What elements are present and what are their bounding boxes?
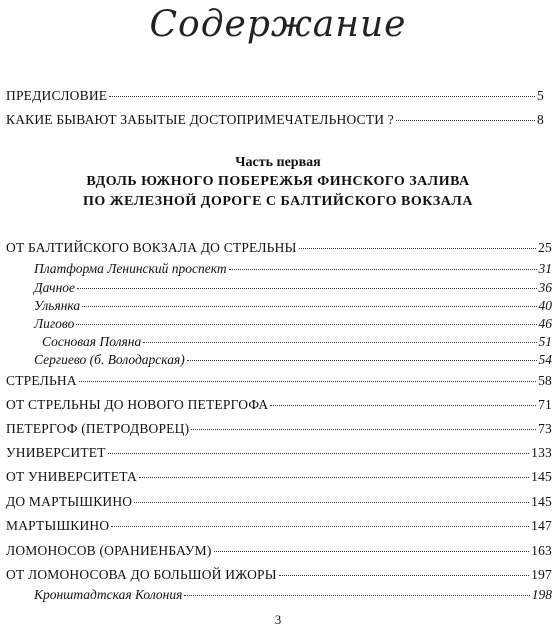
toc-entry-page: 147 <box>531 518 552 533</box>
toc-subentry[interactable] <box>34 261 552 277</box>
toc-entry-label: Сергиево (б. Володарская) <box>34 352 185 367</box>
toc-entry-label: ОТ УНИВЕРСИТЕТА <box>6 469 137 484</box>
toc-subentry[interactable] <box>42 334 552 350</box>
leader-dots <box>187 360 537 361</box>
leader-dots <box>108 453 529 454</box>
toc-entry-label: Лигово <box>34 316 75 331</box>
toc-entry-label: Платформа Ленинский проспект <box>34 261 227 276</box>
toc-subentry[interactable] <box>34 316 552 332</box>
part-title-line-1: ВДОЛЬ ЮЖНОГО ПОБЕРЕЖЬЯ ФИНСКОГО ЗАЛИВА <box>86 174 470 189</box>
toc-entry[interactable] <box>6 421 552 437</box>
toc-entry-label: УНИВЕРСИТЕТ <box>6 445 106 460</box>
toc-entry-label: ПРЕДИСЛОВИЕ <box>6 88 108 103</box>
toc-entry-forgotten-sights[interactable] <box>6 112 544 128</box>
leader-dots <box>279 575 529 576</box>
toc-entry-label: МАРТЫШКИНО <box>6 518 110 533</box>
toc-entry[interactable] <box>6 397 552 413</box>
toc-entry-page: 54 <box>538 352 552 367</box>
leader-dots <box>396 120 535 121</box>
page-title: Содержание <box>149 4 407 45</box>
leader-dots <box>79 381 536 382</box>
toc-entry-page: 73 <box>538 421 552 436</box>
toc-entry-label: КАКИЕ БЫВАЮТ ЗАБЫТЫЕ ДОСТОПРИМЕЧАТЕЛЬНОСТИ ? <box>6 112 394 127</box>
toc-entry-label: Сосновая Поляна <box>42 334 142 349</box>
leader-dots <box>299 248 537 249</box>
part-title-line-2: ПО ЖЕЛЕЗНОЙ ДОРОГЕ С БАЛТИЙСКОГО ВОКЗАЛА <box>83 194 473 209</box>
toc-entry-page: 133 <box>531 445 552 460</box>
toc-entry-page: 51 <box>538 334 552 349</box>
leader-dots <box>184 595 529 596</box>
toc-subentry[interactable] <box>34 352 552 368</box>
leader-dots <box>111 526 529 527</box>
toc-subentry[interactable] <box>34 280 552 296</box>
leader-dots <box>109 96 535 97</box>
toc-entry-page: 31 <box>538 261 552 276</box>
toc-entry-page: 8 <box>537 112 544 127</box>
toc-entry-preface[interactable] <box>6 88 544 104</box>
toc-entry[interactable] <box>6 494 552 510</box>
toc-entry[interactable] <box>6 469 552 485</box>
leader-dots <box>134 502 529 503</box>
toc-entry[interactable] <box>6 373 552 389</box>
toc-entry-page: 197 <box>531 567 552 582</box>
toc-entry-label: ОТ БАЛТИЙСКОГО ВОКЗАЛА ДО СТРЕЛЬНЫ <box>6 240 297 255</box>
toc-entry[interactable] <box>6 543 552 559</box>
toc-entry[interactable] <box>6 567 552 583</box>
leader-dots <box>77 288 536 289</box>
part-number: Часть первая <box>235 155 321 170</box>
toc-entry-page: 198 <box>531 587 552 602</box>
toc-entry-page: 36 <box>538 280 552 295</box>
toc-entry-label: СТРЕЛЬНА <box>6 373 77 388</box>
toc-entry-label: Ульянка <box>34 298 81 313</box>
toc-entry-page: 71 <box>538 397 552 412</box>
leader-dots <box>139 477 529 478</box>
page-number: 3 <box>274 612 282 627</box>
leader-dots <box>191 429 536 430</box>
toc-entry-label: ДО МАРТЫШКИНО <box>6 494 133 509</box>
toc-entry-page: 58 <box>538 373 552 388</box>
leader-dots <box>214 551 530 552</box>
toc-subentry[interactable] <box>34 587 552 603</box>
toc-entry-page: 145 <box>531 494 552 509</box>
leader-dots <box>229 269 537 270</box>
toc-entry-page: 25 <box>538 240 552 255</box>
toc-entry-label: Дачное <box>34 280 76 295</box>
toc-entry-label: ЛОМОНОСОВ (ОРАНИЕНБАУМ) <box>6 543 212 558</box>
leader-dots <box>143 342 536 343</box>
toc-entry[interactable] <box>6 445 552 461</box>
toc-subentry[interactable] <box>34 298 552 314</box>
toc-entry-label: ОТ СТРЕЛЬНЫ ДО НОВОГО ПЕТЕРГОФА <box>6 397 269 412</box>
toc-entry-label: ПЕТЕРГОФ (ПЕТРОДВОРЕЦ) <box>6 421 190 436</box>
leader-dots <box>270 405 536 406</box>
leader-dots <box>76 324 536 325</box>
toc-entry-page: 145 <box>531 469 552 484</box>
toc-entry-label: ОТ ЛОМОНОСОВА ДО БОЛЬШОЙ ИЖОРЫ <box>6 567 277 582</box>
toc-entry[interactable] <box>6 240 552 256</box>
toc-entry-page: 163 <box>531 543 552 558</box>
toc-entry-page: 5 <box>537 88 544 103</box>
leader-dots <box>82 306 536 307</box>
toc-entry-page: 40 <box>538 298 552 313</box>
toc-entry-label: Кронштадтская Колония <box>34 587 183 602</box>
toc-entry[interactable] <box>6 518 552 534</box>
toc-entry-page: 46 <box>538 316 552 331</box>
